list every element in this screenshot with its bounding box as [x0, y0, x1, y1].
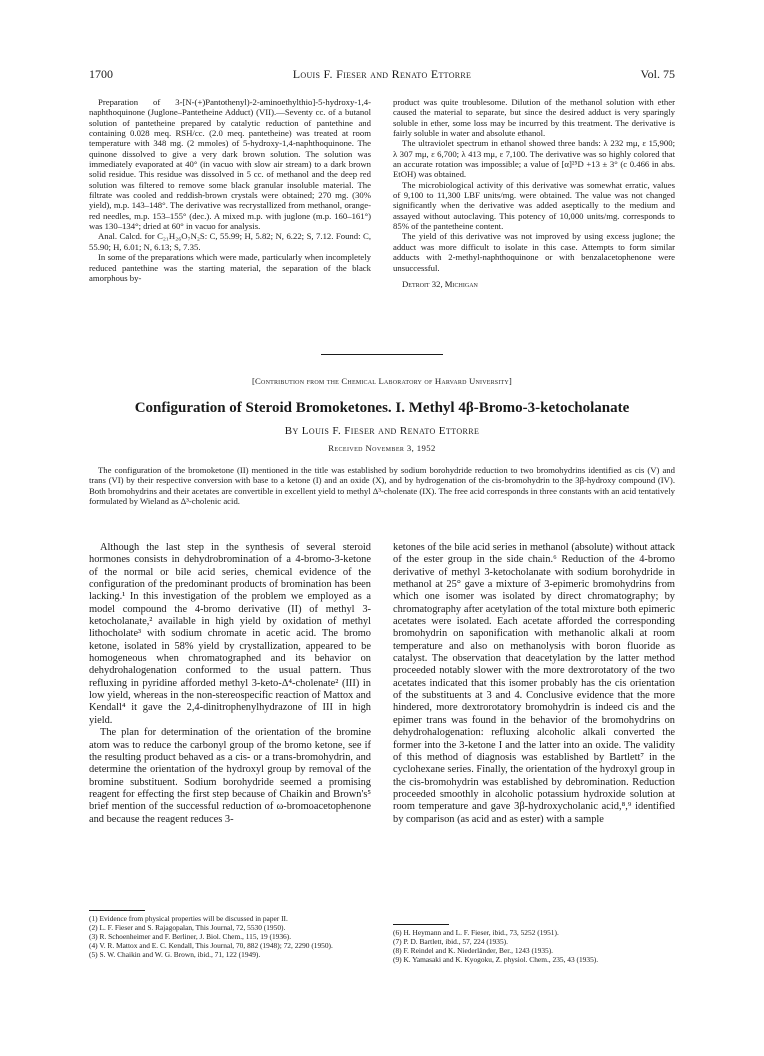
volume-number: Vol. 75: [640, 67, 675, 81]
footnote: (4) V. R. Mattox and E. C. Kendall, This Journal, 70, 882 (1948); 72, 2290 (1950).: [89, 941, 333, 951]
footnote: (6) H. Heymann and L. F. Fieser, ibid., 73, 5252 (1951).: [393, 928, 559, 937]
footnote: (9) K. Yamasaki and K. Kyogoku, Z. physiol. Chem., 235, 43 (1935).: [393, 955, 599, 965]
running-head: [89, 66, 675, 82]
previous-article-paragraph: Preparation of 3-[N-(+)Pantothenyl)-2-aminoethylthio]-5-hydroxy-1,4-naphthoquinone (Juglone–Pantetheine Adduct) (VII).—Seventy cc. of a butanol solution of pantetheine prepared by catalytic reduction of pantethine and containing 0.028 meq. RSH/cc. (2.0 meq. pantetheine) was treated at room temperature with 348 mg. (2 mmoles) of 5-hydroxy-1,4-naphthoquinone. The quinone dissolved to give a very dark brown solution. The solution was immediately evaporated at 40° (in vacuo with slow air stream) to a dark brown solid residue. This residue was dissolved in 5 cc. of methanol and the deep red solution was filtered to remove some black granular insoluble material. The filtrate was cooled and reddish-brown crystals were obtained; 270 mg. (30% yield), m.p. 143–148°. The derivative was recrystallized from methanol, orange-red needles, m.p. 153–155° (dec.). A mixed m.p. with juglone (m.p. 160–161°) was 130–134°; dried at 60° in vacuo for analysis.: [89, 97, 371, 232]
body-right-column: [393, 542, 675, 826]
footnote: (5) S. W. Chaikin and W. G. Brown, ibid., 71, 122 (1949).: [89, 950, 261, 960]
article-title: Configuration of Steroid Bromoketones. I. Methyl 4β-Bromo-3-ketocholanate: [134, 400, 630, 416]
running-head-authors: Louis F. Fieser and Renato Ettorre: [292, 67, 472, 81]
contribution-line: [Contribution from the Chemical Laboratory of Harvard University]: [251, 376, 513, 386]
article-byline: By Louis F. Fieser and Renato Ettorre: [284, 425, 480, 437]
footnote-rule: [393, 924, 449, 925]
abstract: The configuration of the bromoketone (II) mentioned in the title was established by sodium borohydride reduction to two bromohydrins identified as cis (V) and trans (VI) by their respective conversion with base to a ketone (I) and an oxide (X), and by hydrogenation of the cis-bromohydrin to the 3β-hydroxy compound (IV). Both bromohydrins and their acetates are convertible in excellent yield to methyl Δ³-cholenate (IX). The free acid corresponds in three constants with an acid tentatively formulated by Wieland as Δ³-cholenic acid.: [89, 465, 675, 506]
footnote: (1) Evidence from physical properties will be discussed in paper II.: [89, 914, 288, 923]
body-paragraph: ketones of the bile acid series in methanol (absolute) without attack of the ester group in the side chain.⁶ Reduction of the 4-bromo derivative of methyl 3-ketocholanate with sodium borohydride in methanol at 25° gave a mixture of 3-epimeric bromohydrins from which one isomer was isolated by direct chromatography; by chromatography after acetylation of the total mixture both epimeric acetates were isolated. Each acetate afforded the corresponding bromohydrin on saponification with methanolic alkali at room temperature and also on methanolysis with boron fluoride as catalyst. The observation that deacetylation by the latter method proceeded notably slower with the more dextrorotatory of the two acetates indicated that this isomer probably has the cis orientation of the substituents at 3 and 4. Conclusive evidence that the more hindered, more dextrorotatory bromohydrin is indeed cis and the epimer trans was found in the behavior of the bromohydrins on dehydrohalogenation: refluxing alcoholic alkali converted the former into the 3-ketone I and the latter into an oxide. The validity of this method of diagnosis was established by Bartlett⁷ in the cyclohexane series. Finally, the orientation of the hydroxyl group in the cis-bromohydrin was established by debromination. Reduction proceeded smoothly in alcoholic potassium hydroxide solution at room temperature and gave 3β-hydroxycholanic acid,⁸,⁹ identified by comparison (as acid and as ester) with a sample: [393, 542, 675, 825]
body-paragraph: The plan for determination of the orientation of the bromine atom was to reduce the carbonyl group of the bromo ketone, see if the resulting product behaved as a cis- or a trans-bromohydrin, and determine the orientation of the hydroxyl group by removal of the bromine substituent. Sodium borohydride seemed a promising reagent for effecting the first step because of Chaikin and Brown's⁵ brief mention of the successful reduction of ω-bromoacetophenone and because the reagent reduces 3-: [89, 727, 371, 825]
footnotes-right: [393, 928, 675, 964]
page-number: 1700: [89, 67, 113, 81]
previous-article-left-column: [89, 97, 371, 283]
received-date: Received November 3, 1952: [328, 443, 436, 453]
previous-article-paragraph: The microbiological activity of this derivative was somewhat erratic, values of 9,100 to 11,300 LBF units/mg. were obtained. The value was not changed significantly when the derivative was added aseptically to the medium and assayed without autoclaving. This potency of 10,000 units/mg. corresponds to 85% of the pantetheine content.: [393, 179, 675, 232]
footnote: (7) P. D. Bartlett, ibid., 57, 224 (1935).: [393, 937, 508, 947]
previous-article-paragraph: The ultraviolet spectrum in ethanol showed three bands: λ 232 mμ, ε 15,900; λ 307 mμ, ε 6,700; λ 413 mμ, ε 7,100. The derivative was so highly colored that an accurate rotation was impossible; a value of [α]²⁵D +13 ± 3° (c 0.466 in abs. EtOH) was obtained.: [393, 138, 675, 180]
footnote: (2) L. F. Fieser and S. Rajagopalan, This Journal, 72, 5530 (1950).: [89, 923, 286, 933]
footnote-rule: [89, 910, 145, 911]
previous-article-paragraph: In some of the preparations which were made, particularly when incompletely reduced pantethine was the starting material, the separation of the black amorphous by-: [89, 252, 371, 283]
article-divider: [321, 354, 443, 355]
footnote: (3) R. Schoenheimer and F. Berliner, J. Biol. Chem., 115, 19 (1936).: [89, 932, 292, 942]
footnotes-left: [89, 914, 371, 959]
previous-article-paragraph: product was quite troublesome. Dilution of the methanol solution with ether caused the material to separate, but since the desired adduct is very sparingly soluble in ether, some loss may be incurred by this treatment. The derivative is fairly soluble in water and absolute ethanol.: [393, 97, 675, 139]
previous-article-signoff: Detroit 32, Michigan: [402, 278, 478, 289]
previous-article-right-column: [393, 97, 675, 289]
previous-article-paragraph: The yield of this derivative was not improved by using excess juglone; the adduct was more difficult to isolate in this case. Attempts to form similar adducts with 2-methyl-naphthoquinone or with benzalacetophenone were unsuccessful.: [393, 231, 675, 273]
body-left-column: [89, 542, 371, 826]
footnote: (8) F. Reindel and K. Niederländer, Ber., 1243 (1935).: [393, 946, 554, 956]
body-paragraph: Although the last step in the synthesis of several steroid hormones consists in dehydrobromination of a 4-bromo-3-ketone of the normal or bile acid series, chemical evidence of the configuration of the predominant products of bromination has been lacking.¹ In this investigation of the problem we employed as a model compound the 4-bromo derivative (II) of methyl 3-ketocholanate,² available in high yield by oxidation of methyl lithocholate³ with sodium chromate in acetic acid. The bromo ketone, isolated in 58% yield by crystallization, appeared to be homogeneous when chromatographed and its behavior on dehydrohalogenation conformed to the usual pattern. Thus refluxing in pyridine afforded methyl 3-keto-Δ⁴-cholenate² (III) in low yield, whereas in the non-stereospecific reaction of Mattox and Kendall⁴ it gave the 2,4-dinitrophenylhydrazone of III in high yield.: [89, 542, 371, 726]
previous-article-paragraph: Anal. Calcd. for C₂₁H₂₆O₇N₂S: C, 55.99; H, 5.82; N, 6.22; S, 7.12. Found: C, 55.90; H, 6.01; N, 6.13; S, 7.35.: [89, 231, 371, 252]
